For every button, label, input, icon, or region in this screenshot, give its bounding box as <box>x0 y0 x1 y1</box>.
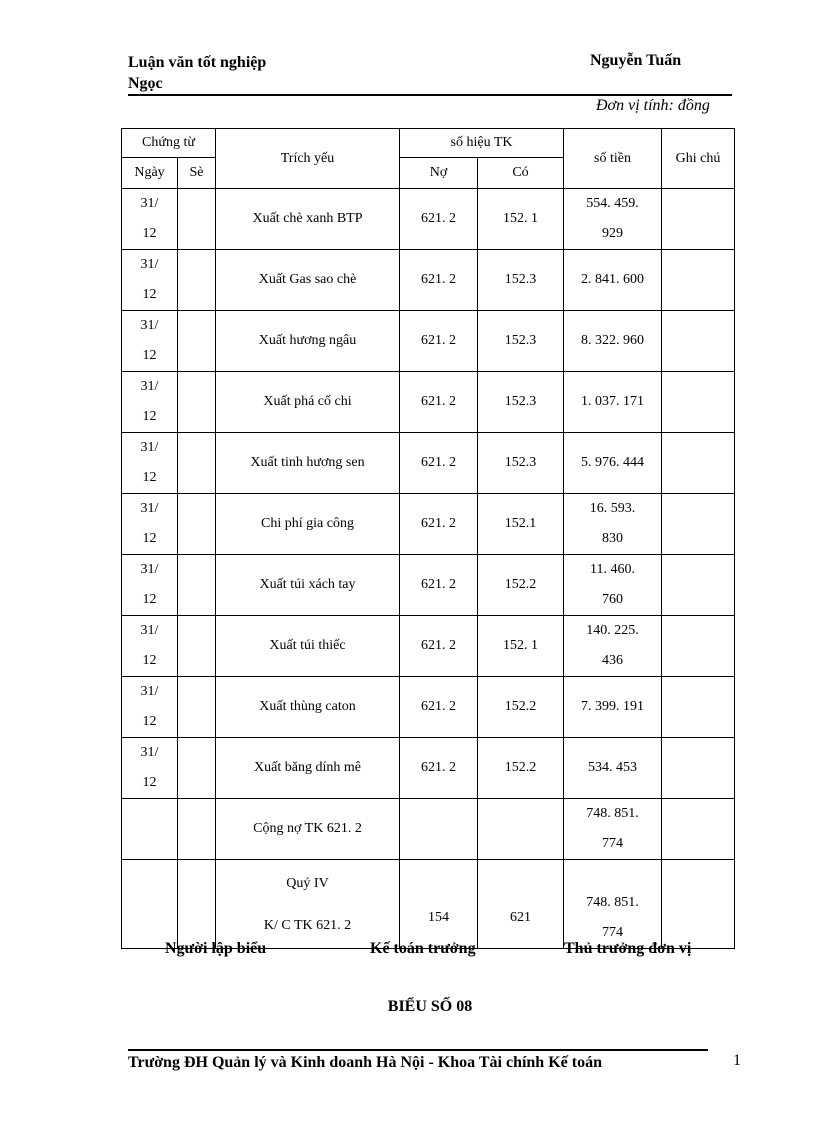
row-date: 31/ 12 <box>122 677 178 738</box>
row-credit-account: 152.3 <box>478 372 564 433</box>
row-debit-account: 621. 2 <box>400 616 478 677</box>
row-date: 31/ 12 <box>122 616 178 677</box>
row-credit-account: 152.3 <box>478 433 564 494</box>
row-debit-account: 621. 2 <box>400 738 478 799</box>
row-credit-account: 152.2 <box>478 677 564 738</box>
row-date: 31/ 12 <box>122 494 178 555</box>
header-left <box>128 52 266 94</box>
row-credit-account: 152.2 <box>478 738 564 799</box>
header-so-hieu-tk: số hiệu TK <box>400 129 564 158</box>
header-ngay: Ngày <box>122 158 178 189</box>
row-description: Chi phí gia công <box>216 494 400 555</box>
row-description: Xuất Gas sao chè <box>216 250 400 311</box>
transfer-row <box>122 860 735 949</box>
total-row <box>122 799 735 860</box>
transfer-co: 621 <box>478 860 564 949</box>
row-note <box>662 189 735 250</box>
row-debit-account: 621. 2 <box>400 189 478 250</box>
table-row <box>122 250 735 311</box>
table-row <box>122 311 735 372</box>
ledger-table <box>121 128 735 949</box>
row-credit-account: 152. 1 <box>478 189 564 250</box>
row-credit-account: 152.3 <box>478 311 564 372</box>
header-so-tien: số tiền <box>564 129 662 189</box>
row-date: 31/ 12 <box>122 372 178 433</box>
transfer-desc <box>216 860 400 949</box>
row-number <box>178 616 216 677</box>
unit-note: Đơn vị tính: đồng <box>596 97 710 114</box>
row-amount: 5. 976. 444 <box>564 433 662 494</box>
row-credit-account: 152.2 <box>478 555 564 616</box>
transfer-period: Quý IV <box>286 876 329 891</box>
header-chung-tu: Chứng từ <box>122 129 216 158</box>
header-row-1 <box>122 129 735 158</box>
row-amount: 16. 593. 830 <box>564 494 662 555</box>
row-debit-account: 621. 2 <box>400 250 478 311</box>
row-amount: 1. 037. 171 <box>564 372 662 433</box>
row-number <box>178 433 216 494</box>
row-number <box>178 250 216 311</box>
header-ghi-chu: Ghi chú <box>662 129 735 189</box>
row-description: Xuất túi thiếc <box>216 616 400 677</box>
ledger-rows <box>122 189 735 799</box>
table-row <box>122 189 735 250</box>
row-note <box>662 616 735 677</box>
row-note <box>662 677 735 738</box>
header-co: Có <box>478 158 564 189</box>
row-debit-account: 621. 2 <box>400 494 478 555</box>
row-description: Xuất hương ngâu <box>216 311 400 372</box>
row-debit-account: 621. 2 <box>400 677 478 738</box>
row-description: Xuất tinh hương sen <box>216 433 400 494</box>
row-date: 31/ 12 <box>122 250 178 311</box>
header-so: Sè <box>178 158 216 189</box>
table-row <box>122 372 735 433</box>
row-amount: 7. 399. 191 <box>564 677 662 738</box>
row-date: 31/ 12 <box>122 189 178 250</box>
signature-preparer: Người lập biểu <box>165 940 267 957</box>
header-no: Nợ <box>400 158 478 189</box>
row-description: Xuất phá cố chi <box>216 372 400 433</box>
row-amount: 534. 453 <box>564 738 662 799</box>
row-debit-account: 621. 2 <box>400 433 478 494</box>
signature-head: Thủ trưởng đơn vị <box>564 940 692 957</box>
row-number <box>178 311 216 372</box>
page-number: 1 <box>733 1052 741 1069</box>
footer-school: Trường ĐH Quản lý và Kinh doanh Hà Nội - Khoa Tài chính Kế toán <box>128 1054 602 1071</box>
row-note <box>662 250 735 311</box>
row-description: Xuất băng dính mê <box>216 738 400 799</box>
signature-chief-accountant: Kế toán trưởng <box>370 940 476 957</box>
footer-rule <box>128 1049 708 1051</box>
header-trich-yeu: Trích yếu <box>216 129 400 189</box>
transfer-no: 154 <box>400 860 478 949</box>
row-date: 31/ 12 <box>122 738 178 799</box>
table-row <box>122 555 735 616</box>
row-credit-account: 152.1 <box>478 494 564 555</box>
row-note <box>662 555 735 616</box>
table-row <box>122 616 735 677</box>
row-amount: 11. 460. 760 <box>564 555 662 616</box>
row-note <box>662 433 735 494</box>
row-description: Xuất túi xách tay <box>216 555 400 616</box>
row-date: 31/ 12 <box>122 311 178 372</box>
row-amount: 554. 459. 929 <box>564 189 662 250</box>
row-amount: 2. 841. 600 <box>564 250 662 311</box>
row-debit-account: 621. 2 <box>400 372 478 433</box>
row-number <box>178 494 216 555</box>
transfer-amount: 748. 851. 774 <box>564 860 662 949</box>
row-number <box>178 555 216 616</box>
row-date: 31/ 12 <box>122 555 178 616</box>
row-amount: 8. 322. 960 <box>564 311 662 372</box>
table-row <box>122 677 735 738</box>
row-amount: 140. 225. 436 <box>564 616 662 677</box>
total-amount: 748. 851. 774 <box>564 799 662 860</box>
form-title: BIỂU SỐ 08 <box>387 998 473 1015</box>
row-debit-account: 621. 2 <box>400 555 478 616</box>
author-name-continued: Ngọc <box>128 75 163 92</box>
row-note <box>662 494 735 555</box>
table-row <box>122 433 735 494</box>
total-label: Cộng nợ TK 621. 2 <box>216 799 400 860</box>
row-number <box>178 189 216 250</box>
row-note <box>662 311 735 372</box>
row-description: Xuất thùng caton <box>216 677 400 738</box>
transfer-label: K/ C TK 621. 2 <box>263 918 352 933</box>
header-rule <box>128 94 732 96</box>
row-credit-account: 152. 1 <box>478 616 564 677</box>
row-note <box>662 372 735 433</box>
table-row <box>122 738 735 799</box>
thesis-label: Luận văn tốt nghiệp <box>128 54 267 71</box>
row-description: Xuất chè xanh BTP <box>216 189 400 250</box>
row-debit-account: 621. 2 <box>400 311 478 372</box>
table-row <box>122 494 735 555</box>
row-number <box>178 372 216 433</box>
row-number <box>178 738 216 799</box>
row-date: 31/ 12 <box>122 433 178 494</box>
author-name: Nguyễn Tuấn <box>590 52 682 69</box>
row-credit-account: 152.3 <box>478 250 564 311</box>
row-note <box>662 738 735 799</box>
row-number <box>178 677 216 738</box>
